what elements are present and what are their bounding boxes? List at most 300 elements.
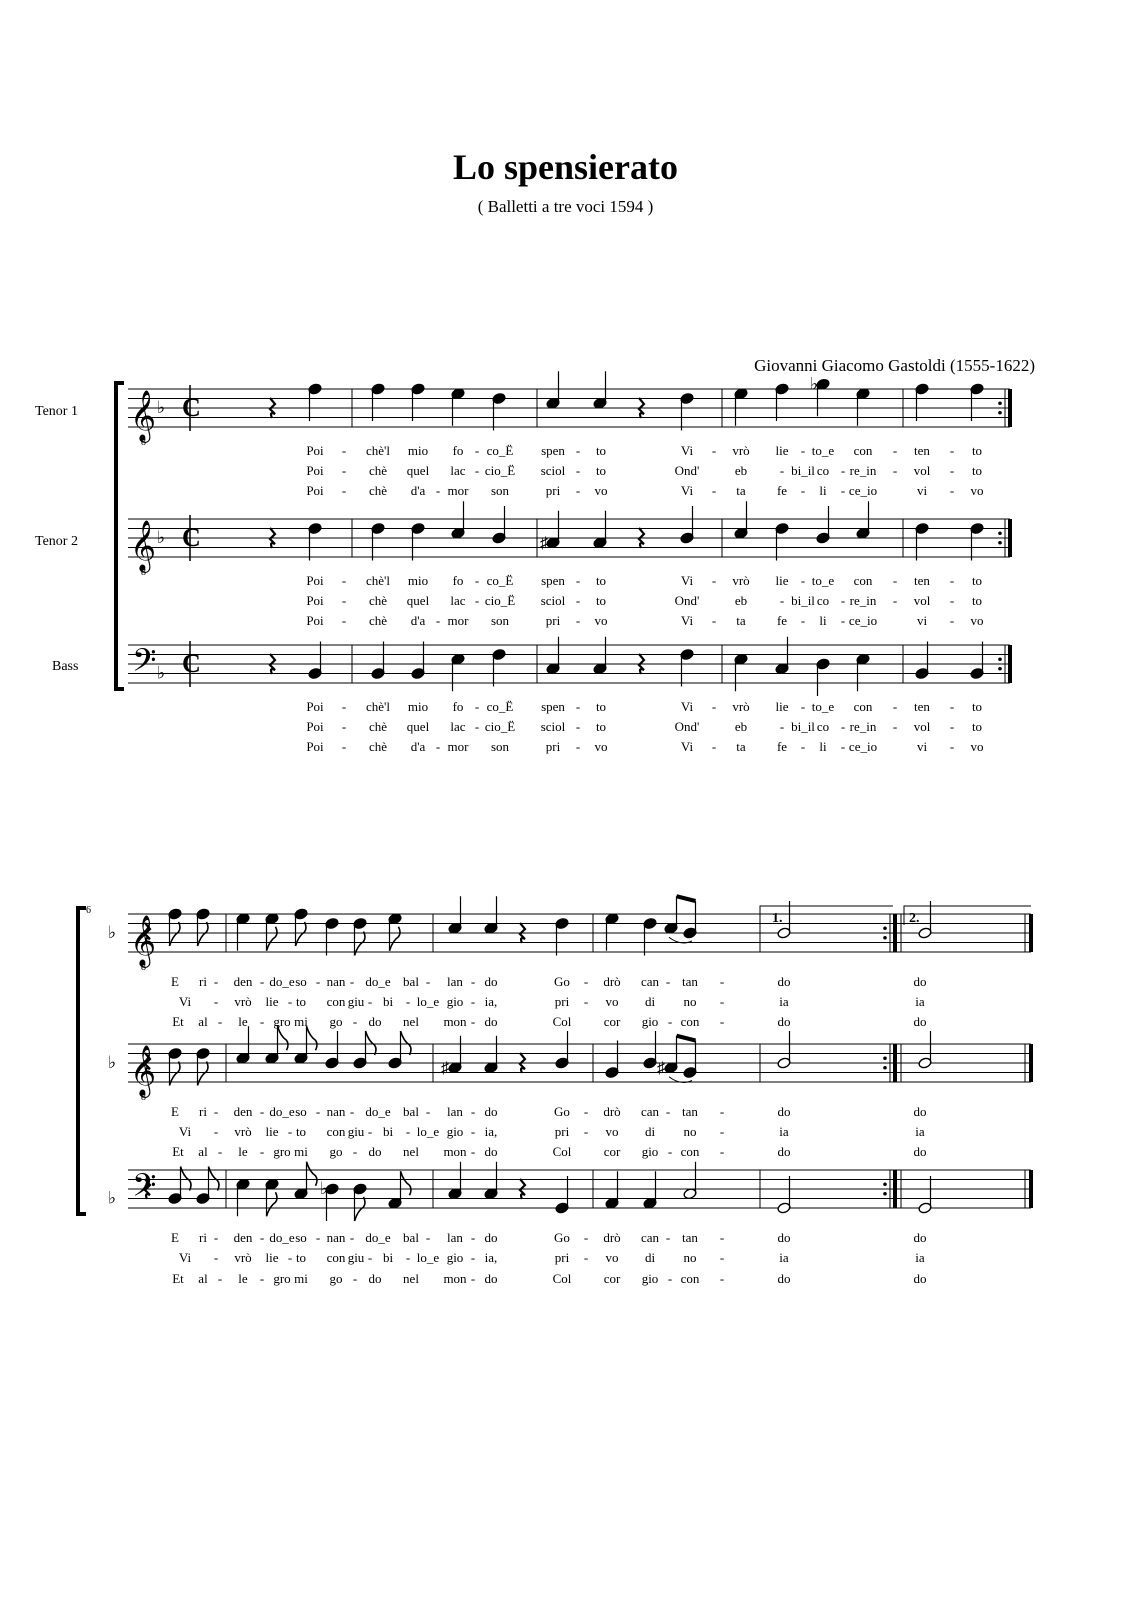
lyric-syllable: vrò <box>732 573 750 588</box>
lyric-syllable: - <box>711 613 717 628</box>
lyric-syllable: - <box>315 1104 321 1119</box>
lyric-syllable: al <box>198 1271 208 1286</box>
lyric-syllable: - <box>213 974 219 989</box>
lyric-syllable: - <box>315 1230 321 1245</box>
voice-label-tenor-1: Tenor 1 <box>35 404 78 419</box>
lyric-syllable: cio_Ë <box>484 719 516 734</box>
repeat-dot <box>998 657 1002 661</box>
lyric-syllable: - <box>575 463 581 478</box>
lyric-syllable: re_in <box>849 719 877 734</box>
lyric-syllable: - <box>425 1230 431 1245</box>
lyric-syllable: - <box>892 573 898 588</box>
lyric-syllable: to <box>971 443 983 458</box>
lyric-syllable: al <box>198 1014 208 1029</box>
lyric-syllable: Vi <box>680 699 694 714</box>
lyric-syllable: nel <box>403 1271 419 1286</box>
lyric-syllable: bi_il <box>791 593 815 608</box>
lyric-syllable: ia <box>915 1124 925 1139</box>
lyric-syllable: ce_io <box>848 613 878 628</box>
note-flag <box>355 1197 366 1221</box>
lyric-syllable: to_e <box>811 573 835 588</box>
lyric-syllable: - <box>949 699 955 714</box>
lyric-syllable: gio <box>641 1014 659 1029</box>
volta-label-2: 2. <box>909 911 920 926</box>
lyric-syllable: con <box>853 443 873 458</box>
lyric-syllable: - <box>341 613 347 628</box>
lyric-syllable: ri <box>199 1104 207 1119</box>
lyric-syllable: - <box>259 1230 265 1245</box>
lyric-syllable: Vi <box>680 739 694 754</box>
lyric-syllable: fe <box>776 739 788 754</box>
lyric-syllable: go <box>329 1014 343 1029</box>
lyric-syllable: ten <box>914 443 930 458</box>
lyric-syllable: cor <box>603 1271 621 1286</box>
repeat-dot <box>998 531 1002 535</box>
lyric-syllable: den <box>233 1230 253 1245</box>
lyric-syllable: do <box>913 1104 927 1119</box>
lyric-syllable: - <box>711 573 717 588</box>
lyric-syllable: - <box>435 613 441 628</box>
lyric-syllable: - <box>259 1014 265 1029</box>
repeat-dot <box>998 541 1002 545</box>
lyric-syllable: vi <box>916 739 928 754</box>
lyric-syllable: co <box>816 593 830 608</box>
lyric-syllable: mi <box>294 1271 308 1286</box>
cut-time-icon: C <box>182 523 201 552</box>
lyric-syllable: Go <box>554 974 570 989</box>
lyric-syllable: - <box>711 699 717 714</box>
lyric-syllable: gio <box>446 1124 464 1139</box>
lyric-syllable: - <box>367 994 373 1009</box>
lyric-syllable: bi_il <box>791 463 815 478</box>
lyric-syllable: bi <box>382 994 394 1009</box>
lyric-syllable: ia, <box>484 1250 498 1265</box>
final-thick-barline <box>1029 914 1033 952</box>
lyric-syllable: - <box>352 1014 358 1029</box>
lyric-syllable: d'a <box>410 739 426 754</box>
lyric-syllable: re_in <box>849 593 877 608</box>
lyric-syllable: gro <box>273 1271 291 1286</box>
lyric-syllable: - <box>800 573 806 588</box>
lyric-syllable: - <box>892 719 898 734</box>
lyric-syllable: Vi <box>178 994 192 1009</box>
lyric-syllable: to <box>971 699 983 714</box>
lyric-syllable: to <box>295 1124 307 1139</box>
treble-clef-icon: 𝄞 <box>130 916 157 965</box>
lyric-syllable: pri <box>554 1124 570 1139</box>
lyric-syllable: ri <box>199 974 207 989</box>
lyric-syllable: lac <box>450 463 466 478</box>
lyric-syllable: - <box>779 719 785 734</box>
lyric-syllable: - <box>949 593 955 608</box>
lyric-syllable: eb <box>734 463 748 478</box>
lyric-syllable: ri <box>199 1230 207 1245</box>
lyric-syllable: - <box>583 994 589 1009</box>
treble-clef-icon: 𝄞 <box>130 521 157 570</box>
lyric-syllable: nel <box>403 1144 419 1159</box>
lyric-syllable: - <box>474 593 480 608</box>
lyric-syllable: sciol <box>540 593 566 608</box>
lyric-syllable: vo <box>594 483 608 498</box>
lyric-syllable: lo_e <box>416 1250 440 1265</box>
lyric-syllable: Poi <box>306 463 324 478</box>
lyric-syllable: chè <box>368 719 388 734</box>
lyric-syllable: - <box>474 719 480 734</box>
lyric-syllable: ce_io <box>848 483 878 498</box>
lyric-syllable: do <box>368 1271 382 1286</box>
lyric-syllable: - <box>341 719 347 734</box>
lyric-syllable: - <box>259 1104 265 1119</box>
lyric-syllable: pri <box>554 994 570 1009</box>
lyric-syllable: to <box>595 719 607 734</box>
lyric-syllable: - <box>800 483 806 498</box>
lyric-syllable: gio <box>446 994 464 1009</box>
lyric-syllable: - <box>719 1014 725 1029</box>
lyric-syllable: vi <box>916 613 928 628</box>
repeat-dot <box>883 1066 887 1070</box>
flat-icon: ♭ <box>320 1179 329 1198</box>
lyric-syllable: giu <box>347 1250 365 1265</box>
lyric-syllable: - <box>575 573 581 588</box>
lyric-syllable: al <box>198 1144 208 1159</box>
lyric-syllable: chè <box>368 739 388 754</box>
lyric-syllable: vo <box>594 739 608 754</box>
lyric-syllable: - <box>213 1230 219 1245</box>
lyric-syllable: - <box>665 974 671 989</box>
lyric-syllable: pri <box>545 483 561 498</box>
flat-icon: ♭ <box>108 1188 117 1208</box>
lyric-syllable: to <box>971 573 983 588</box>
lyric-syllable: - <box>892 699 898 714</box>
lyric-syllable: - <box>470 1144 476 1159</box>
lyric-syllable: bi <box>382 1124 394 1139</box>
cut-time-icon: C <box>182 393 201 422</box>
lyric-syllable: - <box>352 1144 358 1159</box>
note-beam <box>677 896 696 901</box>
composer: Giovanni Giacomo Gastoldi (1555-1622) <box>754 356 1035 375</box>
lyric-syllable: Poi <box>306 719 324 734</box>
lyric-syllable: - <box>349 1230 355 1245</box>
lyric-syllable: co_Ë <box>486 573 514 588</box>
lyric-syllable: Poi <box>306 573 324 588</box>
lyric-syllable: mon <box>443 1014 467 1029</box>
measure-number: 6 <box>86 905 91 916</box>
lyric-syllable: - <box>719 994 725 1009</box>
lyric-syllable: do <box>777 1144 791 1159</box>
lyric-syllable: - <box>287 1250 293 1265</box>
treble-clef-icon: 𝄞 <box>130 391 157 440</box>
lyric-syllable: lan <box>447 1230 463 1245</box>
system-bracket <box>116 383 124 689</box>
note-flag <box>307 1162 318 1186</box>
lyric-syllable: vrò <box>732 443 750 458</box>
repeat-thick-barline <box>1008 519 1012 557</box>
lyric-syllable: to_e <box>811 443 835 458</box>
lyric-syllable: eb <box>734 719 748 734</box>
clef-octave-mark: 8 <box>141 962 146 973</box>
lyric-syllable: quel <box>406 593 430 608</box>
lyric-syllable: - <box>352 1271 358 1286</box>
cut-time-icon: C <box>182 649 201 678</box>
lyric-syllable: di <box>644 1124 656 1139</box>
repeat-dot <box>998 667 1002 671</box>
lyric-syllable: no <box>683 994 697 1009</box>
lyric-syllable: bi_il <box>791 719 815 734</box>
lyric-syllable: - <box>719 1144 725 1159</box>
lyric-syllable: nan <box>326 974 346 989</box>
lyric-syllable: spen <box>541 573 565 588</box>
lyric-syllable: mio <box>407 443 429 458</box>
repeat-thick-barline <box>1008 645 1012 683</box>
lyric-syllable: - <box>719 1230 725 1245</box>
lyric-syllable: ta <box>736 483 746 498</box>
lyric-syllable: - <box>474 463 480 478</box>
lyric-syllable: do <box>484 1144 498 1159</box>
lyric-syllable: vol <box>913 719 931 734</box>
lyric-syllable: Et <box>172 1144 184 1159</box>
lyric-syllable: chè'l <box>366 699 390 714</box>
lyric-syllable: bal <box>403 974 419 989</box>
lyric-syllable: bal <box>403 1230 419 1245</box>
lyric-syllable: vol <box>913 463 931 478</box>
lyric-syllable: Col <box>552 1144 572 1159</box>
lyric-syllable: - <box>779 593 785 608</box>
repeat-dot <box>883 1182 887 1186</box>
lyric-syllable: - <box>470 1124 476 1139</box>
lyric-syllable: Poi <box>306 593 324 608</box>
lyric-syllable: Poi <box>306 613 324 628</box>
note-flag <box>267 927 278 951</box>
repeat-dot <box>998 411 1002 415</box>
lyric-syllable: - <box>583 1250 589 1265</box>
lyric-syllable: gro <box>273 1144 291 1159</box>
lyric-syllable: con <box>326 994 346 1009</box>
lyric-syllable: - <box>840 613 846 628</box>
lyric-syllable: tan <box>682 974 698 989</box>
lyric-syllable: - <box>470 1104 476 1119</box>
lyric-syllable: do <box>777 1014 791 1029</box>
lyric-syllable: - <box>405 1250 411 1265</box>
system-bracket <box>78 908 86 1214</box>
lyric-syllable: - <box>259 1271 265 1286</box>
lyric-syllable: spen <box>541 443 565 458</box>
voice-label-bass: Bass <box>52 659 79 674</box>
lyric-syllable: co <box>816 463 830 478</box>
lyric-syllable: lac <box>450 719 466 734</box>
lyric-syllable: Vi <box>178 1250 192 1265</box>
lyric-syllable: - <box>474 699 480 714</box>
lyric-syllable: - <box>800 443 806 458</box>
lyric-syllable: d'a <box>410 613 426 628</box>
lyric-syllable: ia <box>915 994 925 1009</box>
lyric-syllable: - <box>435 483 441 498</box>
lyric-syllable: - <box>425 1104 431 1119</box>
lyric-syllable: - <box>667 1144 673 1159</box>
lyric-syllable: vol <box>913 593 931 608</box>
lyric-syllable: - <box>719 1124 725 1139</box>
lyric-syllable: - <box>213 994 219 1009</box>
lyric-syllable: chè <box>368 613 388 628</box>
lyric-syllable: - <box>405 994 411 1009</box>
lyric-syllable: - <box>349 1104 355 1119</box>
lyric-syllable: - <box>667 1014 673 1029</box>
lyric-syllable: ia, <box>484 994 498 1009</box>
lyric-syllable: to <box>595 463 607 478</box>
lyric-syllable: sciol <box>540 719 566 734</box>
lyric-syllable: E <box>171 974 179 989</box>
lyric-syllable: den <box>233 1104 253 1119</box>
lyric-syllable: Go <box>554 1104 570 1119</box>
lyric-syllable: ia <box>915 1250 925 1265</box>
lyric-syllable: tan <box>682 1104 698 1119</box>
lyric-syllable: vo <box>970 739 984 754</box>
lyric-syllable: - <box>470 1250 476 1265</box>
lyric-syllable: can <box>640 1230 660 1245</box>
lyric-syllable: to <box>295 994 307 1009</box>
lyric-syllable: - <box>575 483 581 498</box>
repeat-dot <box>883 926 887 930</box>
lyric-syllable: mio <box>407 573 429 588</box>
lyric-syllable: - <box>719 1104 725 1119</box>
lyric-syllable: - <box>665 1104 671 1119</box>
note-flag <box>267 1192 278 1216</box>
lyric-syllable: to <box>971 593 983 608</box>
lyric-syllable: - <box>800 613 806 628</box>
lyric-syllable: Vi <box>680 483 694 498</box>
lyric-syllable: le <box>238 1144 248 1159</box>
lyric-syllable: - <box>367 1124 373 1139</box>
lyric-syllable: nel <box>403 1014 419 1029</box>
treble-clef-icon: 𝄞 <box>130 1046 157 1095</box>
lyric-syllable: Vi <box>680 573 694 588</box>
note-flag <box>307 1026 318 1050</box>
lyric-syllable: Vi <box>680 443 694 458</box>
lyric-syllable: - <box>892 593 898 608</box>
lyric-syllable: do <box>777 974 791 989</box>
lyric-syllable: co <box>816 719 830 734</box>
lyric-syllable: lac <box>450 593 466 608</box>
lyric-syllable: - <box>840 483 846 498</box>
lyric-syllable: li <box>819 613 827 628</box>
bass-clef-icon: 𝄢 <box>132 1169 157 1211</box>
repeat-thick-barline <box>893 1170 897 1208</box>
sharp-icon: ♯ <box>540 534 548 552</box>
lyric-syllable: - <box>719 974 725 989</box>
lyric-syllable: - <box>341 573 347 588</box>
lyric-syllable: le <box>238 1271 248 1286</box>
lyric-syllable: con <box>326 1250 346 1265</box>
lyric-syllable: chè <box>368 593 388 608</box>
lyric-syllable: so <box>295 974 307 989</box>
lyric-syllable: - <box>341 593 347 608</box>
repeat-thick-barline <box>1008 389 1012 427</box>
lyric-syllable: son <box>490 613 510 628</box>
lyric-syllable: - <box>341 483 347 498</box>
lyric-syllable: E <box>171 1230 179 1245</box>
lyric-syllable: - <box>470 1230 476 1245</box>
lyric-syllable: con <box>680 1271 700 1286</box>
lyric-syllable: vo <box>605 1124 619 1139</box>
lyric-syllable: - <box>949 719 955 734</box>
flat-icon: ♭ <box>157 528 166 547</box>
lyric-syllable: son <box>490 483 510 498</box>
volta-bracket-2 <box>904 906 1031 925</box>
lyric-syllable: - <box>470 994 476 1009</box>
lyric-syllable: - <box>711 443 717 458</box>
lyric-syllable: Poi <box>306 443 324 458</box>
lyric-syllable: can <box>640 974 660 989</box>
lyric-syllable: Et <box>172 1014 184 1029</box>
repeat-dot <box>883 1056 887 1060</box>
lyric-syllable: tan <box>682 1230 698 1245</box>
lyric-syllable: to <box>595 593 607 608</box>
lyric-syllable: li <box>819 483 827 498</box>
lyric-syllable: fe <box>776 613 788 628</box>
lyric-syllable: mon <box>443 1144 467 1159</box>
lyric-syllable: son <box>490 739 510 754</box>
lyric-syllable: fe <box>776 483 788 498</box>
lyric-syllable: - <box>719 1250 725 1265</box>
lyric-syllable: pri <box>554 1250 570 1265</box>
lyric-syllable: - <box>840 739 846 754</box>
lyric-syllable: Ond' <box>674 593 700 608</box>
lyric-syllable: fo <box>452 699 464 714</box>
lyric-syllable: lie <box>265 994 279 1009</box>
lyric-syllable: ia, <box>484 1124 498 1139</box>
lyric-syllable: do_e <box>269 1104 295 1119</box>
lyric-syllable: Vi <box>178 1124 192 1139</box>
lyric-syllable: - <box>892 443 898 458</box>
lyric-syllable: - <box>575 719 581 734</box>
volta-label-1: 1. <box>772 911 783 926</box>
repeat-dot <box>883 1192 887 1196</box>
lyric-syllable: spen <box>541 699 565 714</box>
flat-icon: ♭ <box>108 923 117 942</box>
lyric-syllable: bal <box>403 1104 419 1119</box>
lyric-syllable: cio_Ë <box>484 593 516 608</box>
lyric-syllable: vo <box>970 613 984 628</box>
lyric-syllable: - <box>665 1230 671 1245</box>
lyric-syllable: chè'l <box>366 443 390 458</box>
note-flag <box>390 927 401 951</box>
lyric-syllable: gio <box>641 1271 659 1286</box>
lyric-syllable: giu <box>347 994 365 1009</box>
lyric-syllable: eb <box>734 593 748 608</box>
lyric-syllable: - <box>949 739 955 754</box>
lyric-syllable: fo <box>452 573 464 588</box>
lyric-syllable: - <box>287 1124 293 1139</box>
lyric-syllable: Col <box>552 1271 572 1286</box>
lyric-syllable: do <box>777 1104 791 1119</box>
lyric-syllable: - <box>341 739 347 754</box>
lyric-syllable: quel <box>406 719 430 734</box>
lyric-syllable: di <box>644 1250 656 1265</box>
lyric-syllable: lo_e <box>416 994 440 1009</box>
repeat-dot <box>998 401 1002 405</box>
lyric-syllable: do_e <box>365 974 391 989</box>
page-title: Lo spensierato <box>453 147 678 187</box>
clef-octave-mark: 8 <box>141 567 146 578</box>
lyric-syllable: drò <box>603 974 621 989</box>
lyric-syllable: mio <box>407 699 429 714</box>
lyric-syllable: den <box>233 974 253 989</box>
flat-icon: ♭ <box>108 1053 117 1072</box>
lyric-syllable: so <box>295 1230 307 1245</box>
lyric-syllable: - <box>474 573 480 588</box>
lyric-syllable: ten <box>914 573 930 588</box>
lyric-syllable: - <box>583 974 589 989</box>
lyric-syllable: go <box>329 1271 343 1286</box>
